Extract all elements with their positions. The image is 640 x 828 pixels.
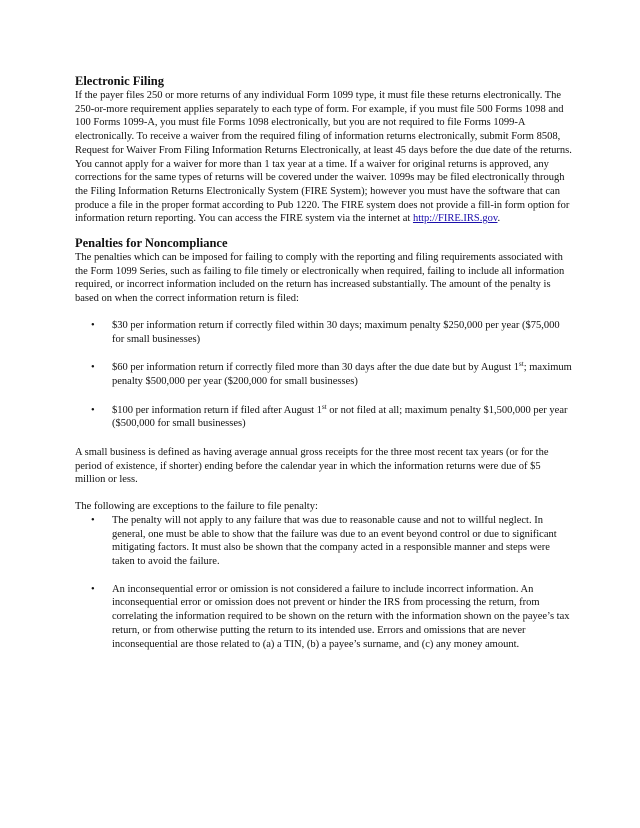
exception-text: The penalty will not apply to any failure that was due to reasonable cause and not to willful neglect. In general, one must be able to show that the failure was due to an event beyond control or due to significant mitigating factors. It must also be shown that the company acted in a responsible manner and steps were taken to avoid the failure. [112, 514, 557, 567]
electronic-filing-heading: Electronic Filing [75, 74, 164, 88]
electronic-filing-section [75, 74, 573, 226]
fire-irs-link[interactable]: http://FIRE.IRS.gov [412, 213, 498, 225]
exceptions-intro: The following are exceptions to the failure to file penalty: [75, 501, 318, 513]
exception-text: An inconsequential error or omission is not considered a failure to include incorrect information. An inconsequential error or omission does not prevent or hinder the IRS from processing the return, from correlating the information required to be shown on the return with the information shown on the payee’s tax return, or from otherwise putting the return to its intended use. Errors and omissions that are never inconsequential are those related to (a) a TIN, (b) a payee’s surname, and (c) any money amount. [112, 583, 570, 650]
exception-item [75, 583, 573, 652]
ordinal-suffix: st [519, 360, 524, 369]
penalties-heading: Penalties for Noncompliance [75, 236, 228, 251]
penalties-intro: The penalties which can be imposed for failing to comply with the reporting and filing requirements associated with the Form 1099 Series, such as failing to file timely or electronically when required, failing to include all information required, or incorrect information included on the return has increased substantially. The amount of the penalty is based on when the correct information return is filed: [75, 252, 565, 305]
penalties-section [75, 236, 573, 651]
penalty-item [75, 361, 573, 388]
penalty-text: $60 per information return if correctly filed more than 30 days after the due date but by August 1 [112, 362, 520, 374]
bullet-icon: • [91, 319, 95, 331]
exception-item [75, 514, 573, 569]
penalty-text: $100 per information return if filed after August 1 [112, 404, 322, 416]
small-business-definition: A small business is defined as having average annual gross receipts for the three most recent tax years (or for the period of existence, if shorter) ending before the calendar year in which the information returns were due of $5 million or less. [75, 447, 549, 486]
ordinal-suffix: st [321, 402, 327, 411]
penalty-list [75, 319, 573, 431]
exceptions-list [75, 514, 573, 651]
electronic-filing-body [75, 89, 573, 226]
penalty-item [75, 319, 573, 346]
bullet-icon: • [91, 583, 95, 595]
electronic-filing-end: . [497, 213, 501, 225]
penalty-text-cont: ; maximum penalty $500,000 per year ($200,000 for small businesses) [112, 362, 572, 387]
electronic-filing-text: If the payer files 250 or more returns of any individual Form 1099 type, it must file these returns electronically. The 250-or-more requirement applies separately to each type of form. For example, if you must file 500 Forms 1098 and 100 Forms 1099-A, you must file Forms 1098 electronically, but you are not required to file Forms 1099-A electronically. To receive a waiver from the required filing of information returns electronically, submit Form 8508, Request for Waiver From Filing Information Returns Electronically, at least 45 days before the due date of the returns. You cannot apply for a waiver for more than 1 tax year at a time. If a waiver for original returns is approved, any corrections for the same types of returns will be covered under the waiver. 1099s may be filed electronically through the Filing Information Returns Electronically System (FIRE System); however you must have the software that can produce a file in the proper format according to Pub 1220. The FIRE system does not provide a fill-in form option for information return reporting. You can access the FIRE system via the internet at [75, 90, 572, 225]
bullet-icon: • [91, 362, 95, 374]
document-page [75, 74, 573, 665]
penalty-item [75, 404, 573, 431]
bullet-icon: • [91, 404, 95, 416]
penalty-text: $30 per information return if correctly filed within 30 days; maximum penalty $250,000 per year ($75,000 for small businesses) [112, 319, 560, 345]
penalty-text-cont: or not filed at all; maximum penalty $1,500,000 per year ($500,000 for small businesses) [112, 404, 568, 430]
bullet-icon: • [91, 514, 95, 526]
